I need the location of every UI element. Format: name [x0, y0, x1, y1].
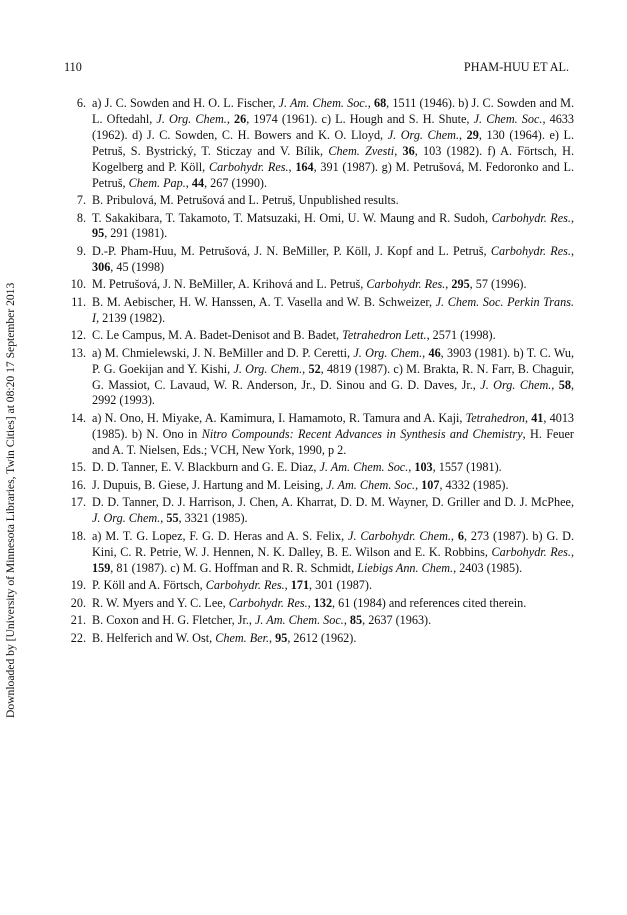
journal-title: Carbohydr. Res.	[491, 544, 571, 559]
citation-text: , 291 (1981).	[104, 226, 168, 241]
citation-text: , 391 (1987). g) M. Petrušová, M. Fedoronko and L. Petruš,	[92, 159, 574, 190]
citation-text: ,	[551, 377, 559, 392]
volume-number: 103	[414, 460, 433, 475]
citation-text: , 2403 (1985).	[453, 560, 523, 575]
citation-text: ,	[302, 361, 309, 376]
volume-number: 26	[234, 111, 247, 126]
reference-number: 22.	[70, 630, 86, 645]
reference-number: 10.	[70, 277, 86, 292]
volume-number: 46	[428, 345, 441, 360]
journal-title: Nitro Compounds: Recent Advances in Synthesis and Chemistry	[201, 426, 523, 441]
reference-item	[64, 411, 574, 459]
reference-text	[92, 495, 574, 525]
citation-text: B. Helferich and W. Ost,	[92, 630, 216, 645]
volume-number: 107	[421, 477, 440, 492]
reference-text	[92, 277, 527, 291]
reference-item	[64, 277, 574, 293]
citation-text: ,	[570, 210, 574, 225]
citation-text: a) J. C. Sowden and H. O. L. Fischer,	[92, 96, 279, 110]
citation-text: , 1974 (1961). c) L. Hough and S. H. Shute,	[246, 111, 474, 126]
reference-item	[64, 328, 574, 344]
journal-title: Chem. Pap.	[128, 175, 186, 190]
volume-number: 36	[402, 143, 415, 158]
watermark-text: Downloaded by [University of Minnesota Libraries, Twin Cities] at 08:20 17 September 2013	[4, 282, 17, 718]
citation-text: ,	[343, 613, 350, 627]
reference-item	[64, 478, 574, 494]
reference-number: 6.	[76, 96, 86, 110]
citation-text: , 4633 (1962). d) J. C. Sowden, C. H. Bowers and K. O. Lloyd,	[92, 111, 574, 142]
reference-item	[64, 596, 574, 612]
journal-title: Chem. Ber.	[215, 630, 270, 645]
volume-number: 44	[191, 175, 205, 190]
journal-title: Chem. Zvesti	[328, 143, 395, 158]
journal-title: J. Org. Chem.	[156, 111, 227, 126]
reference-number: 13.	[70, 345, 86, 360]
citation-text: , 1557 (1981).	[432, 460, 502, 475]
citation-text: ,	[185, 175, 192, 190]
journal-title: Liebigs Ann. Chem.	[357, 560, 454, 575]
reference-text	[92, 478, 509, 492]
reference-number: 12.	[70, 328, 86, 343]
journal-title: Carbohydr. Res.	[208, 159, 289, 174]
citation-text: , 4013 (1985). b) N. Ono in	[92, 410, 575, 441]
journal-title: J. Org. Chem.	[92, 511, 161, 526]
citation-text: , 2139 (1982).	[96, 310, 166, 325]
volume-number: 95	[92, 226, 105, 241]
reference-item	[64, 578, 574, 594]
reference-item	[64, 96, 574, 191]
volume-number: 164	[295, 159, 314, 174]
citation-text: ,	[367, 96, 374, 110]
citation-text: , 4332 (1985).	[439, 477, 509, 492]
reference-text	[92, 211, 574, 241]
reference-number: 7.	[76, 193, 86, 208]
citation-text: R. W. Myers and Y. C. Lee,	[92, 595, 229, 610]
citation-text: ,	[570, 243, 574, 258]
journal-title: Carbohydr. Res.	[228, 595, 308, 610]
citation-text: , 273 (1987). b) G. D. Kini, C. R. Petrie, W. J. Hennen, N. K. Dalley, B. E. Wilson and E. K. Robbins,	[92, 528, 575, 559]
citation-text: ,	[269, 630, 276, 645]
reference-text	[92, 328, 496, 342]
citation-text: , 2612 (1962).	[287, 630, 357, 645]
citation-text: , 45 (1998)	[110, 259, 165, 274]
reference-number: 15.	[70, 460, 86, 475]
volume-number: 85	[349, 613, 363, 627]
reference-text	[92, 346, 574, 408]
volume-number: 29	[466, 127, 479, 142]
reference-item	[64, 460, 574, 476]
reference-number: 21.	[70, 613, 86, 627]
volume-number: 171	[290, 578, 310, 592]
citation-text: ,	[459, 127, 467, 142]
journal-title: J. Org. Chem.	[387, 127, 460, 142]
reference-number: 11.	[71, 294, 86, 309]
citation-text: ,	[415, 477, 422, 492]
citation-text: , 1511 (1946). b) J. C. Sowden and M. L. Oftedahl,	[92, 96, 574, 126]
reference-item	[64, 211, 574, 243]
citation-text: , 4819 (1987). c) M. Brakta, R. N. Farr, B. Chaguir, G. Massiot, C. Lavaud, W. R. Anderson, Jr., D. Sinou and G. D. Daves, Jr.,	[92, 361, 575, 392]
journal-title: J. Carbohydr. Chem.	[348, 528, 451, 543]
citation-text: , 103 (1982). f) A. Förtsch, H. Kogelberg and P. Köll,	[92, 143, 574, 174]
volume-number: 52	[308, 361, 321, 376]
citation-text: T. Sakakibara, T. Takamoto, T. Matsuzaki, H. Omi, U. W. Maung and R. Sudoh,	[92, 210, 492, 225]
reference-text	[92, 193, 399, 207]
journal-title: J. Chem. Soc.	[473, 111, 543, 126]
reference-item	[64, 495, 574, 527]
reference-item	[64, 244, 574, 276]
volume-number: 41	[531, 410, 544, 425]
citation-text: ,	[450, 528, 458, 543]
reference-text	[92, 631, 356, 645]
citation-text: a) M. Chmielewski, J. N. BeMiller and D. P. Ceretti,	[92, 345, 354, 360]
reference-number: 20.	[70, 595, 86, 610]
citation-text: , 267 (1990).	[204, 175, 268, 190]
citation-text: ,	[307, 595, 314, 610]
citation-text: , 57 (1996).	[469, 277, 527, 292]
journal-title: Tetrahedron	[465, 410, 525, 425]
citation-text: ,	[160, 511, 167, 526]
download-watermark	[4, 282, 20, 734]
citation-text: P. Köll and A. Förtsch,	[92, 578, 206, 592]
volume-number: 306	[92, 259, 111, 274]
reference-number: 8.	[76, 210, 86, 225]
journal-title: Tetrahedron Lett.	[342, 328, 427, 343]
citation-text: a) M. T. G. Lopez, F. G. D. Heras and A. S. Felix,	[92, 528, 349, 543]
reference-text	[92, 295, 574, 325]
citation-text: , 2992 (1993).	[92, 377, 574, 408]
citation-text: , 81 (1987). c) M. G. Hoffman and R. R. Schmidt,	[110, 560, 358, 575]
citation-text: , 130 (1964). e) L. Petruš, S. Bystrický, T. Sticzay and V. Bílik,	[92, 127, 575, 158]
citation-text: C. Le Campus, M. A. Badet-Denisot and B. Badet,	[92, 328, 343, 343]
citation-text: , 3321 (1985).	[178, 511, 248, 526]
citation-text: B. M. Aebischer, H. W. Hanssen, A. T. Vasella and W. B. Schweizer,	[92, 294, 436, 309]
reference-item	[64, 295, 574, 327]
citation-text: , 3903 (1981). b) T. C. Wu, P. G. Goekijan and Y. Kishi,	[92, 345, 574, 376]
citation-text: J. Dupuis, B. Giese, J. Hartung and M. Leising,	[92, 477, 327, 492]
journal-title: J. Am. Chem. Soc.	[278, 96, 368, 110]
citation-text: a) N. Ono, H. Miyake, A. Kamimura, I. Hamamoto, R. Tamura and A. Kaji,	[92, 410, 466, 425]
reference-item	[64, 193, 574, 209]
running-head: PHAM-HUU ET AL.	[463, 60, 569, 74]
reference-item	[64, 613, 574, 629]
page-header	[64, 60, 569, 78]
journal-title: J. Org. Chem.	[233, 361, 303, 376]
citation-text: , 2571 (1998).	[426, 328, 496, 343]
reference-number: 18.	[70, 528, 86, 543]
citation-text: B. Coxon and H. G. Fletcher, Jr.,	[92, 613, 256, 627]
citation-text: ,	[422, 345, 429, 360]
citation-text: D. D. Tanner, E. V. Blackburn and G. E. Diaz,	[92, 460, 320, 475]
journal-title: J. Chem. Soc. Perkin Trans. I	[92, 294, 574, 325]
journal-title: Carbohydr. Res.	[366, 277, 446, 292]
volume-number: 295	[451, 277, 470, 292]
reference-text	[92, 613, 431, 627]
reference-list	[64, 96, 574, 648]
page-number: 110	[64, 60, 82, 74]
citation-text: ,	[570, 544, 574, 559]
citation-text: B. Pribulová, M. Petrušová and L. Petruš, Unpublished results.	[92, 193, 399, 208]
citation-text: ,	[445, 277, 452, 292]
volume-number: 6	[457, 528, 464, 543]
reference-text	[92, 244, 574, 274]
journal-title: Carbohydr. Res.	[490, 243, 571, 258]
citation-text: ,	[394, 143, 403, 158]
citation-text: , H. Feuer and A. T. Nielsen, Eds.; VCH, New York, 1990, p 2.	[92, 426, 574, 457]
reference-text	[92, 96, 574, 190]
reference-text	[92, 460, 502, 474]
volume-number: 95	[275, 630, 288, 645]
journal-title: J. Am. Chem. Soc.	[326, 477, 416, 492]
citation-text: , 2637 (1963).	[362, 613, 432, 627]
reference-item	[64, 529, 574, 577]
journal-title: Carbohydr. Res.	[205, 578, 285, 592]
citation-text: ,	[226, 111, 235, 126]
reference-text	[92, 578, 372, 592]
citation-text: ,	[524, 410, 532, 425]
reference-text	[92, 529, 574, 575]
citation-text: , 61 (1984) and references cited therein.	[332, 595, 527, 610]
volume-number: 159	[92, 560, 111, 575]
reference-number: 16.	[70, 477, 86, 492]
citation-text: ,	[408, 460, 415, 475]
citation-text: D. D. Tanner, D. J. Harrison, J. Chen, A. Kharrat, D. D. M. Wayner, D. Griller and D. J. McPhee,	[92, 495, 574, 510]
reference-number: 9.	[76, 243, 86, 258]
volume-number: 55	[166, 511, 179, 526]
journal-title: Carbohydr. Res.	[491, 210, 571, 225]
journal-title: J. Org. Chem.	[480, 377, 552, 392]
volume-number: 132	[313, 595, 333, 610]
reference-number: 14.	[70, 410, 86, 425]
volume-number: 68	[373, 96, 387, 110]
citation-text: ,	[288, 159, 296, 174]
reference-text	[92, 411, 574, 457]
citation-text: M. Petrušová, J. N. BeMiller, A. Krihová and L. Petruš,	[92, 277, 367, 292]
reference-item	[64, 346, 574, 410]
reference-number: 19.	[70, 578, 86, 592]
citation-text: ,	[284, 578, 291, 592]
volume-number: 58	[558, 377, 571, 392]
citation-text: , 301 (1987).	[309, 578, 372, 592]
journal-title: J. Am. Chem. Soc.	[319, 460, 409, 475]
reference-item	[64, 631, 574, 647]
citation-text: D.-P. Pham-Huu, M. Petrušová, J. N. BeMiller, P. Köll, J. Kopf and L. Petruš,	[92, 243, 491, 258]
journal-title: J. Am. Chem. Soc.	[255, 613, 344, 627]
reference-text	[92, 596, 526, 610]
reference-number: 17.	[70, 495, 86, 510]
journal-title: J. Org. Chem.	[353, 345, 423, 360]
